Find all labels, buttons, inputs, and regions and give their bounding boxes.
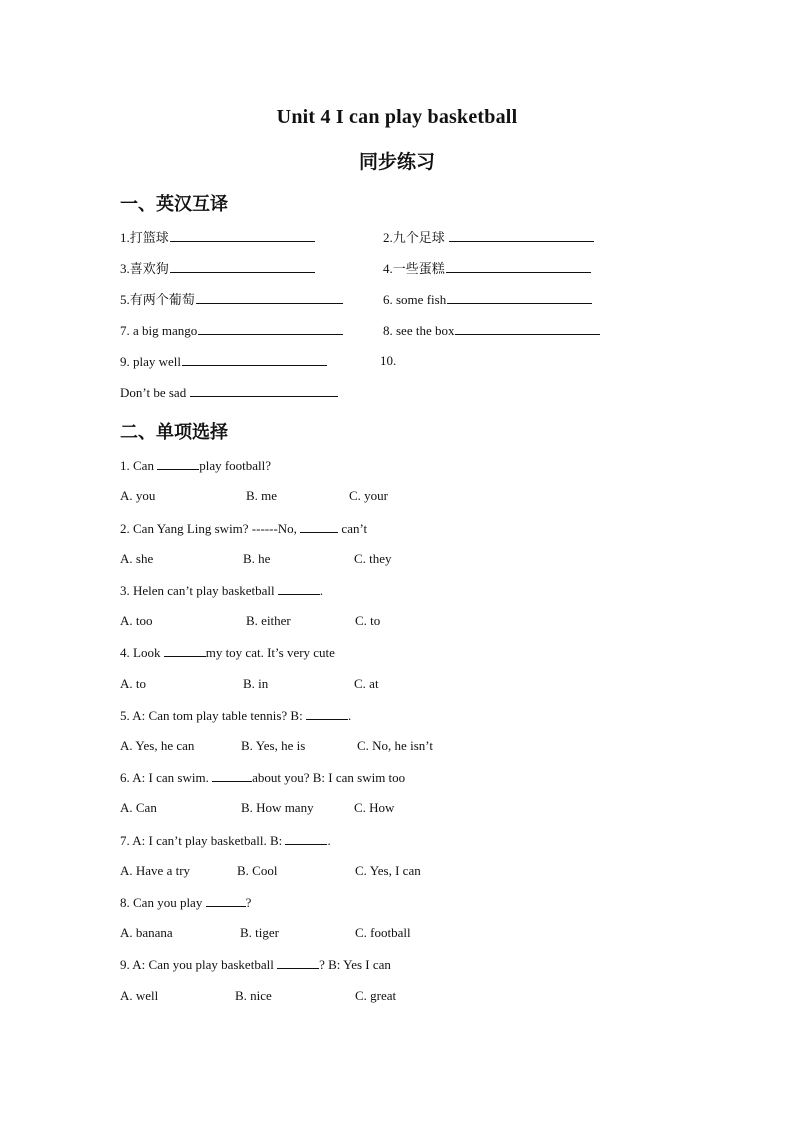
option[interactable]: A. banana: [120, 925, 173, 940]
answer-blank[interactable]: [446, 260, 591, 273]
section-heading-multiple-choice: 二、单项选择: [120, 422, 228, 442]
option[interactable]: B. in: [243, 676, 269, 691]
answer-blank[interactable]: [196, 291, 343, 304]
option[interactable]: B. Yes, he is: [241, 738, 306, 753]
item-text: 4.一些蛋糕: [383, 261, 445, 276]
answer-blank[interactable]: [190, 384, 338, 397]
question-text: 5. A: Can tom play table tennis? B:: [120, 708, 306, 723]
item-text: 7. a big mango: [120, 323, 198, 338]
answer-blank[interactable]: [182, 353, 327, 366]
translation-item: [120, 353, 327, 370]
question-text: .: [347, 708, 352, 723]
question-text: 8. Can you play: [120, 895, 206, 910]
question-text: ? B: Yes I can: [319, 957, 391, 972]
question-text: 1. Can: [120, 458, 158, 473]
option[interactable]: C. at: [354, 676, 379, 691]
answer-blank[interactable]: [278, 582, 320, 595]
translation-item: [120, 384, 338, 401]
option[interactable]: C. football: [355, 925, 411, 940]
item-text: 2.九个足球: [383, 230, 445, 245]
option[interactable]: C. they: [354, 551, 392, 566]
question: [120, 894, 251, 911]
item-text: 1.打篮球: [120, 230, 169, 245]
option[interactable]: A. to: [120, 676, 146, 691]
item-text: 9. play well: [120, 354, 182, 369]
translation-item: [120, 322, 343, 339]
option[interactable]: C. How: [354, 800, 395, 815]
item-text: 6. some fish: [383, 292, 447, 307]
option[interactable]: A. Yes, he can: [120, 738, 195, 753]
option[interactable]: B. either: [246, 613, 291, 628]
question-text: 6. A: I can swim.: [120, 770, 213, 785]
question: [120, 832, 331, 849]
answer-blank[interactable]: [447, 291, 592, 304]
translation-item: [120, 291, 343, 308]
answer-blank[interactable]: [164, 644, 206, 657]
item-text: 8. see the box: [383, 323, 455, 338]
question: [120, 582, 323, 599]
question: [120, 956, 391, 973]
option[interactable]: C. great: [355, 988, 397, 1003]
translation-item: [380, 353, 396, 369]
option[interactable]: A. too: [120, 613, 153, 628]
answer-blank[interactable]: [198, 322, 343, 335]
option[interactable]: A. Have a try: [120, 863, 191, 878]
answer-blank[interactable]: [277, 956, 319, 969]
option[interactable]: A. you: [120, 488, 156, 503]
answer-blank[interactable]: [212, 769, 252, 782]
item-text: 10.: [380, 353, 397, 368]
answer-blank[interactable]: [170, 260, 315, 273]
option[interactable]: B. tiger: [240, 925, 279, 940]
question-text: 2. Can Yang Ling swim? ------No,: [120, 521, 301, 536]
translation-item: [383, 291, 592, 308]
item-text: 5.有两个葡萄: [120, 292, 195, 307]
option[interactable]: B. me: [246, 488, 278, 503]
answer-blank[interactable]: [449, 229, 594, 242]
question-text: play football?: [199, 458, 272, 473]
translation-item: [383, 322, 600, 339]
option[interactable]: A. she: [120, 551, 154, 566]
option[interactable]: A. well: [120, 988, 159, 1003]
page-title: Unit 4 I can play basketball: [276, 106, 518, 128]
option[interactable]: C. your: [349, 488, 388, 503]
option[interactable]: B. he: [243, 551, 271, 566]
question: [120, 707, 351, 724]
item-text: Don’t be sad: [120, 385, 187, 400]
option[interactable]: B. nice: [235, 988, 272, 1003]
option[interactable]: B. Cool: [237, 863, 278, 878]
answer-blank[interactable]: [157, 457, 199, 470]
answer-blank[interactable]: [306, 707, 348, 720]
question-text: ?: [245, 895, 252, 910]
translation-item: [120, 229, 315, 246]
option[interactable]: A. Can: [120, 800, 157, 815]
option[interactable]: B. How many: [241, 800, 314, 815]
answer-blank[interactable]: [206, 894, 246, 907]
answer-blank[interactable]: [455, 322, 600, 335]
option[interactable]: C. Yes, I can: [355, 863, 421, 878]
section-heading-translation: 一、英汉互译: [120, 194, 228, 214]
answer-blank[interactable]: [285, 832, 327, 845]
question: [120, 644, 335, 661]
question-text: my toy cat. It’s very cute: [205, 645, 335, 660]
translation-item: [120, 260, 315, 277]
item-text: 3.喜欢狗: [120, 261, 169, 276]
question: [120, 520, 367, 537]
translation-item: [383, 260, 591, 277]
question-text: .: [319, 583, 324, 598]
question-text: about you? B: I can swim too: [252, 770, 406, 785]
question-text: can’t: [338, 521, 368, 536]
question-text: 4. Look: [120, 645, 164, 660]
answer-blank[interactable]: [300, 520, 338, 533]
question-text: 7. A: I can’t play basketball. B:: [120, 833, 286, 848]
question-text: 9. A: Can you play basketball: [120, 957, 278, 972]
translation-item: [383, 229, 594, 246]
question-text: 3. Helen can’t play basketball: [120, 583, 278, 598]
option[interactable]: C. to: [355, 613, 381, 628]
answer-blank[interactable]: [170, 229, 315, 242]
option[interactable]: C. No, he isn’t: [357, 738, 433, 753]
question-text: .: [327, 833, 331, 848]
question: [120, 769, 405, 786]
page-subtitle: 同步练习: [358, 152, 435, 173]
question: [120, 457, 271, 474]
